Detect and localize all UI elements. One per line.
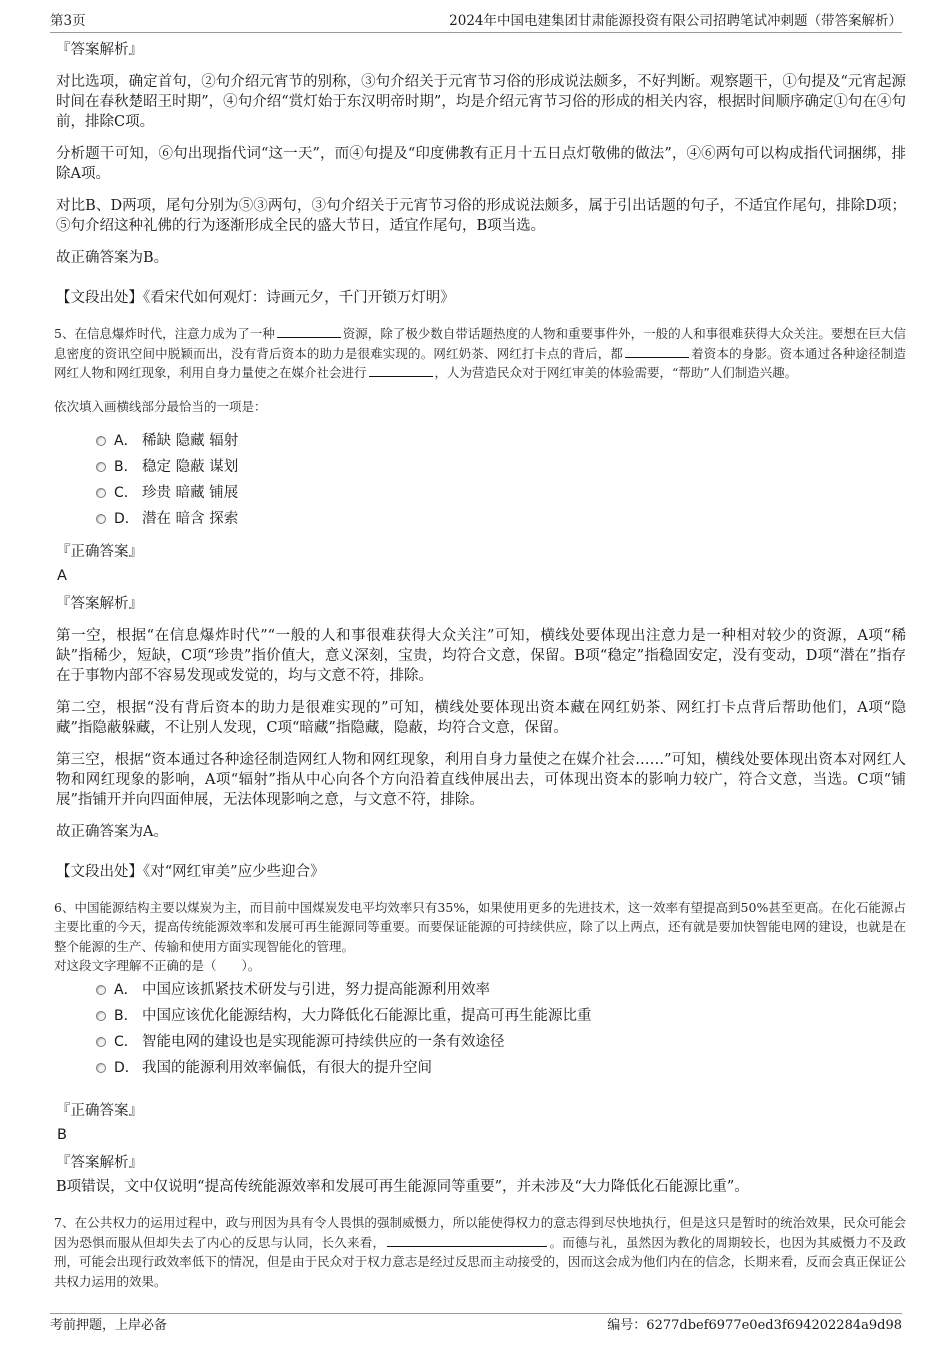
radio-button-icon[interactable] [96,1011,106,1021]
analysis-label: 『答案解析』 [56,595,143,612]
page-number: 第3页 [50,13,86,29]
analysis-paragraph: 第一空，根据“在信息爆炸时代”“一般的人和事很难获得大众关注”可知，横线处要体现出注意力是一种相对较少的资源，A项“稀缺”指稀少，短缺，C项“珍贵”指价值大，意义深刻，宝贵，均符合文意，保留。B项“稳定”指稳固安定，没有变动，D项“潜在”指存在于事物内部不容易发现或发觉的，均与文意不符，排除。 [56,627,906,684]
question-7-stem: 7、在公共权力的运用过程中，政与刑因为具有令人畏惧的强制威慑力，所以能使得权力的意志得到尽快地执行，但是这只是暂时的统治效果，民众可能会因为恐惧而服从但却失去了内心的反思与认同，长久来看， 。而德与礼，虽然因为教化的周期较长，也因为其威慑力不及政刑，可能会出现行政效率低下的情况，但是由于民众对于权力意志是经过反思而主动接受的，因而这会成为他们内在的信念，长期来看，反而会真正保证公共权力运用的效果。 [54,1215,906,1289]
fill-blank [277,325,341,338]
conclusion-text: 故正确答案为A。 [56,823,168,840]
correct-answer-label: 『正确答案』 [56,1103,143,1119]
question-5-options [96,428,906,532]
question-6-options [96,977,906,1081]
analysis-label: 『答案解析』 [56,1155,143,1171]
radio-button-icon[interactable] [96,488,106,498]
correct-answer: A [57,567,67,584]
analysis-paragraph: 第二空，根据“没有背后资本的助力是很难实现的”可知，横线处要体现出资本藏在网红奶茶、网红打卡点背后帮助他们，A项“隐藏”指隐蔽躲藏，不让别人发现，C项“暗藏”指隐藏，隐蔽，均符合文意，保留。 [56,699,906,736]
analysis-paragraph: 对比选项，确定首句，②句介绍元宵节的别称，③句介绍关于元宵节习俗的形成说法颇多，不好判断。观察题干，①句提及“元宵起源时间在春秋楚昭王时期”，④句介绍“赏灯始于东汉明帝时期”，均是介绍元宵节习俗的形成的相关内容，根据时间顺序确定①句在④句前，排除C项。 [56,74,906,130]
radio-button-icon[interactable] [96,436,106,446]
analysis-paragraph: 对比B、D两项，尾句分别为⑤③两句，③句介绍关于元宵节习俗的形成说法颇多，属于引出话题的句子，不适宜作尾句，排除D项；⑤句介绍这种礼佛的行为逐渐形成全民的盛大节日，适宜作尾句，B项当选。 [56,198,906,234]
page-footer [50,1313,902,1336]
question-6-stem: 6、中国能源结构主要以煤炭为主，而目前中国煤炭发电平均效率只有35%，如果使用更多的先进技术，这一效率有望提高到50%甚至更高。在化石能源占主要比重的今天，提高传统能源效率和发展可再生能源同等重要。而要保证能源的可持续供应，除了以上两点，还有就是要加快智能电网的建设，也就是在整个能源的生产、传输和使用方面实现智能化的管理。 [54,899,906,954]
fill-blank [387,1234,547,1247]
option-c[interactable]: C． 珍贵 暗藏 铺展 [96,480,906,506]
correct-answer-label: 『正确答案』 [56,543,143,560]
document-id: 编号：6277dbef6977e0ed3f694202284a9d98 [607,1318,902,1333]
radio-button-icon[interactable] [96,462,106,472]
option-d[interactable]: D． 我国的能源利用效率偏低，有很大的提升空间 [96,1055,906,1081]
page-content [56,38,906,1291]
page-header [50,10,902,33]
radio-button-icon[interactable] [96,514,106,524]
option-a[interactable]: A． 稀缺 隐藏 辐射 [96,428,906,454]
footer-slogan: 考前押题，上岸必备 [50,1318,168,1333]
document-title: 2024年中国电建集团甘肃能源投资有限公司招聘笔试冲刺题（带答案解析） [449,13,902,29]
question-5-stem: 5、在信息爆炸时代，注意力成为了一种 资源，除了极少数自带话题热度的人物和重要事件外，一般的人和事很难获得大众关注。要想在巨大信息密度的资讯空间中脱颖而出，没有背后资本的助力是很难实现的。网红奶茶、网红打卡点的背后，都 着资本的身影。资本通过各种途径制造网红人物和网红现象，利用自身力量使之在媒介社会进行 ，人为营造民众对于网红审美的体验需要，“帮助”人们制造兴趣。 [54,326,906,380]
correct-answer: B [57,1127,67,1143]
analysis-paragraph: B项错误，文中仅说明“提高传统能源效率和发展可再生能源同等重要”，并未涉及“大力降低化石能源比重”。 [56,1179,749,1195]
option-c[interactable]: C． 智能电网的建设也是实现能源可持续供应的一条有效途径 [96,1029,906,1055]
option-b[interactable]: B． 中国应该优化能源结构，大力降低化石能源比重，提高可再生能源比重 [96,1003,906,1029]
fill-blank [369,364,433,377]
passage-source: 【文段出处】《看宋代如何观灯：诗画元夕，千门开锁万灯明》 [56,290,455,306]
radio-button-icon[interactable] [96,985,106,995]
option-b[interactable]: B． 稳定 隐蔽 谋划 [96,454,906,480]
fill-blank [625,345,689,358]
conclusion-text: 故正确答案为B。 [56,250,169,266]
question-instruction: 对这段文字理解不正确的是（ ）。 [54,958,261,973]
radio-button-icon[interactable] [96,1037,106,1047]
passage-source: 【文段出处】《对“网红审美”应少些迎合》 [56,863,325,880]
question-instruction: 依次填入画横线部分最恰当的一项是： [54,398,267,414]
radio-button-icon[interactable] [96,1063,106,1073]
analysis-label: 『答案解析』 [56,42,143,58]
option-a[interactable]: A． 中国应该抓紧技术研发与引进，努力提高能源利用效率 [96,977,906,1003]
analysis-paragraph: 分析题干可知，⑥句出现指代词“这一天”，而④句提及“印度佛教有正月十五日点灯敬佛的做法”，④⑥两句可以构成指代词捆绑，排除A项。 [56,146,906,182]
option-d[interactable]: D． 潜在 暗含 探索 [96,506,906,532]
analysis-paragraph: 第三空，根据“资本通过各种途径制造网红人物和网红现象，利用自身力量使之在媒介社会……”可知，横线处要体现出资本对网红人物和网红现象的影响，A项“辐射”指从中心向各个方向沿着直线伸展出去，可体现出资本的影响力较广，符合文意，当选。C项“铺展”指铺开并向四面伸展，无法体现影响之意，与文意不符，排除。 [56,751,906,808]
